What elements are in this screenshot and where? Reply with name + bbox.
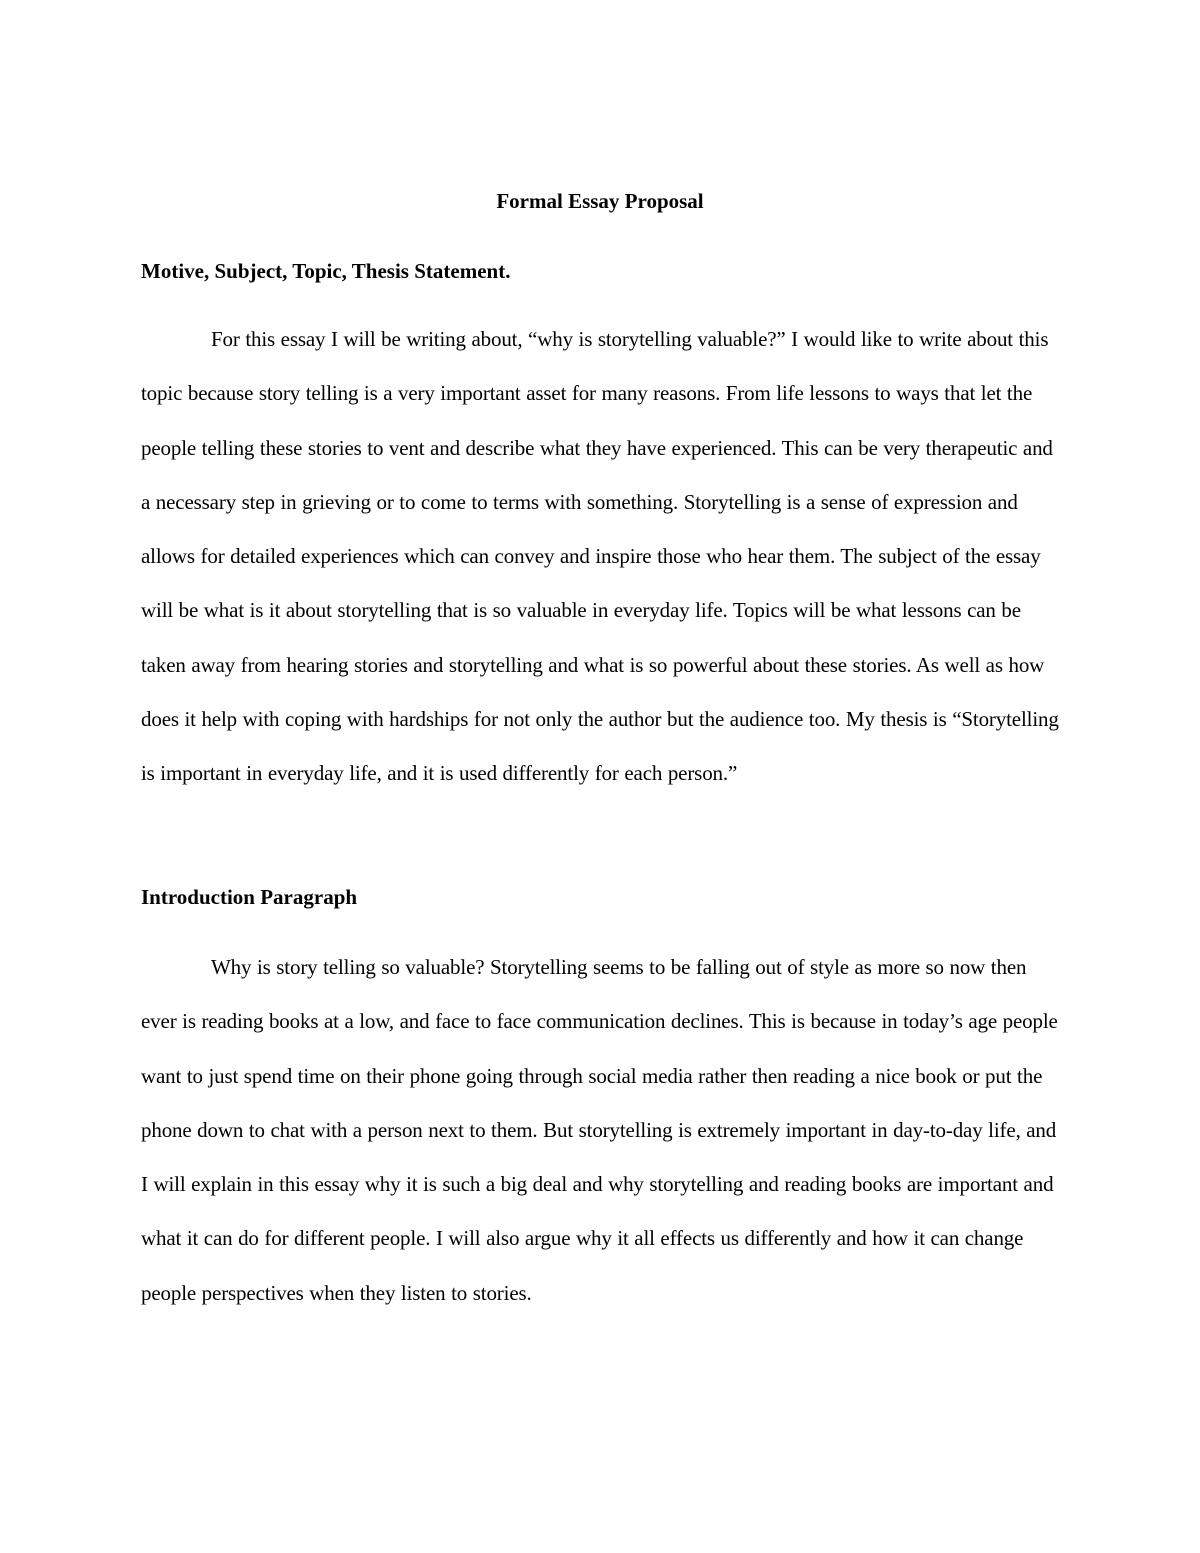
section-heading-motive: Motive, Subject, Topic, Thesis Statement. <box>141 259 511 283</box>
introduction-paragraph: Why is story telling so valuable? Storytelling seems to be falling out of style as more so now then ever is reading books at a low, and face to face communication declines. This is because in today’s age people want to just spend time on their phone going through social media rather then reading a nice book or put the phone down to chat with a person next to them. But storytelling is extremely important in day-to-day life, and I will explain in this essay why it is such a big deal and why storytelling and reading books are important and what it can do for different people. I will also argue why it all effects us differently and how it can change people perspectives when they listen to stories. <box>141 955 1058 1305</box>
section-heading-introduction: Introduction Paragraph <box>141 885 358 909</box>
motive-paragraph: For this essay I will be writing about, “why is storytelling valuable?” I would like to write about this topic because story telling is a very important asset for many reasons. From life lessons to ways that let the people telling these stories to vent and describe what they have experienced. This can be very therapeutic and a necessary step in grieving or to come to terms with something. Storytelling is a sense of expression and allows for detailed experiences which can convey and inspire those who hear them. The subject of the essay will be what is it about storytelling that is so valuable in everyday life. Topics will be what lessons can be taken away from hearing stories and storytelling and what is so powerful about these stories. As well as how does it help with coping with hardships for not only the author but the audience too. My thesis is “Storytelling is important in everyday life, and it is used differently for each person.” <box>141 327 1059 786</box>
document-title: Formal Essay Proposal <box>496 189 704 213</box>
